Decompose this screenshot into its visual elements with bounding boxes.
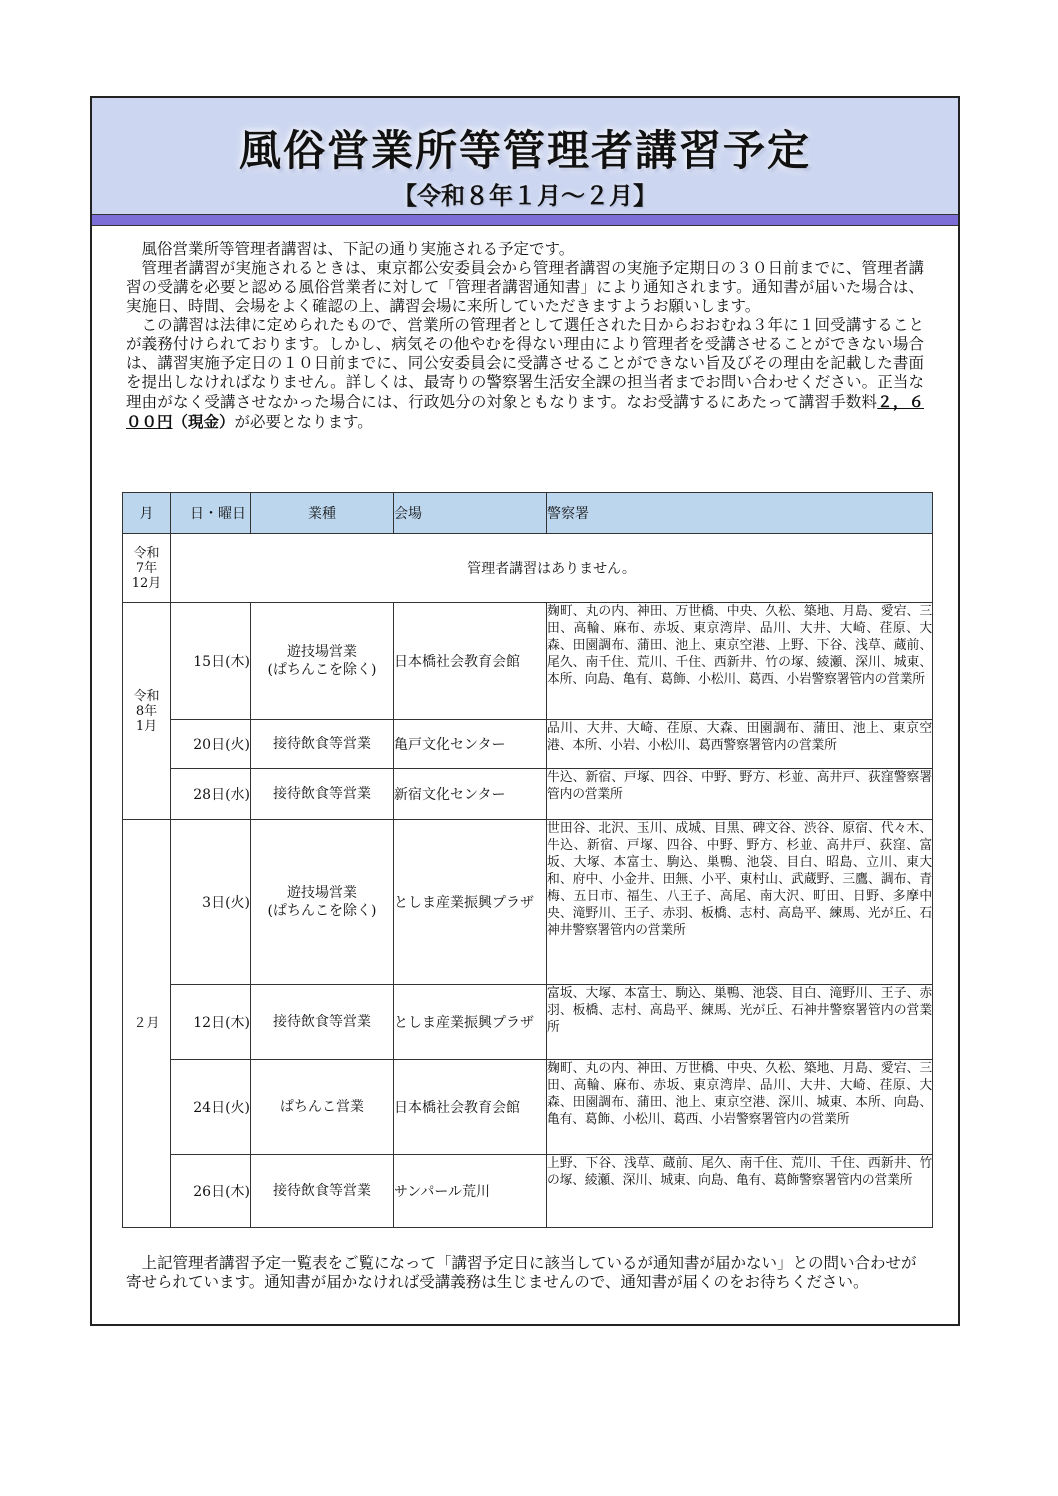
intro-paragraph-3-end: が必要となります。 (234, 413, 373, 431)
police-cell: 上野、下谷、浅草、蔵前、尾久、南千住、荒川、千住、西新井、竹の塚、綾瀬、深川、城東、向島、亀有、葛飾警察署管内の営業所 (547, 1155, 933, 1228)
type-cell: 接待飲食等営業 (251, 985, 394, 1060)
venue-cell: 亀戸文化センター (394, 720, 547, 769)
day-cell: 15日(木) (171, 603, 251, 720)
month-cell-december: 令和 7年 12月 (123, 534, 171, 603)
table-row (123, 769, 933, 820)
table-row (123, 820, 933, 985)
document-frame (90, 96, 960, 1326)
intro-paragraph-3-body: この講習は法律に定められたもので、営業所の管理者として選任された日からおおむね３年に１回受講することが義務付けられております。しかし、病気その他やむを得ない理由により管理者を受講させることができない場合は、講習実施予定日の１０日前までに、同公安委員会に受講させることができない旨及びその理由を記載した書面を提出しなければなりません。詳しくは、最寄りの警察署生活安全課の担当者までお問い合わせください。正当な理由がなく受講させなかった場合には、行政処分の対象ともなります。なお受講するにあたって講習手数料 (126, 316, 924, 411)
footer-paragraph: 上記管理者講習予定一覧表をご覧になって「講習予定日に該当しているが通知書が届かない」との問い合わせが寄せられています。通知書が届かなければ受講義務は生じませんので、通知書が届くのをお待ちください。 (126, 1254, 917, 1291)
police-cell: 牛込、新宿、戸塚、四谷、中野、野方、杉並、高井戸、荻窪警察署管内の営業所 (547, 769, 933, 820)
venue-cell: としま産業振興プラザ (394, 820, 547, 985)
police-cell: 富坂、大塚、本富士、駒込、巣鴨、池袋、目白、滝野川、王子、赤羽、板橋、志村、高島平、練馬、光が丘、石神井警察署管内の営業所 (547, 985, 933, 1060)
month-cell-february: ２月 (123, 820, 171, 1228)
police-cell: 麹町、丸の内、神田、万世橋、中央、久松、築地、月島、愛宕、三田、高輪、麻布、赤坂、東京湾岸、品川、大井、大崎、荏原、大森、田園調布、蒲田、池上、東京空港、深川、城東、本所、向島、亀有、葛飾、小松川、葛西、小岩警察署管内の営業所 (547, 1060, 933, 1155)
fee-amount: ２，６００円 (126, 392, 924, 431)
footer-note (126, 1254, 924, 1292)
venue-cell: 新宿文化センター (394, 769, 547, 820)
day-cell: 24日(火) (171, 1060, 251, 1155)
title-banner (92, 98, 958, 214)
venue-cell: サンパール荒川 (394, 1155, 547, 1228)
day-cell: 3日(火) (171, 820, 251, 985)
table-row (123, 1155, 933, 1228)
type-cell: 接待飲食等営業 (251, 720, 394, 769)
day-cell: 28日(水) (171, 769, 251, 820)
type-cell: 接待飲食等営業 (251, 1155, 394, 1228)
intro-paragraph-2: 管理者講習が実施されるときは、東京都公安委員会から管理者講習の実施予定期日の３０日前までに、管理者講習の受講を必要と認める風俗営業者に対して「管理者講習通知書」により通知されます。通知書が届いた場合は、実施日、時間、会場をよく確認の上、講習会場に来所していただきますようお願いします。 (126, 259, 924, 315)
title-divider-band (92, 214, 958, 226)
header-month: 月 (123, 493, 171, 534)
schedule-table (122, 492, 933, 1228)
table-row (123, 985, 933, 1060)
type-cell: 遊技場営業 (ぱちんこを除く) (251, 603, 394, 720)
header-police: 警察署 (547, 493, 933, 534)
header-day: 日・曜日 (171, 493, 251, 534)
month-cell-january: 令和 8年 1月 (123, 603, 171, 820)
venue-cell: としま産業振興プラザ (394, 985, 547, 1060)
header-venue: 会場 (394, 493, 547, 534)
table-row (123, 720, 933, 769)
venue-cell: 日本橋社会教育会館 (394, 1060, 547, 1155)
intro-paragraph-1: 風俗営業所等管理者講習は、下記の通り実施される予定です。 (141, 240, 575, 258)
page-subtitle: 【令和８年１月～２月】 (393, 182, 657, 210)
day-cell: 26日(木) (171, 1155, 251, 1228)
police-cell: 世田谷、北沢、玉川、成城、目黒、碑文谷、渋谷、原宿、代々木、牛込、新宿、戸塚、四谷、中野、野方、杉並、高井戸、荻窪、富坂、大塚、本富士、駒込、巣鴨、池袋、目白、昭島、立川、東大和、府中、小金井、田無、小平、東村山、武蔵野、三鷹、調布、青梅、五日市、福生、八王子、高尾、南大沢、町田、日野、多摩中央、滝野川、王子、赤羽、板橋、志村、高島平、練馬、光が丘、石神井警察署管内の営業所 (547, 820, 933, 985)
table-row (123, 534, 933, 603)
table-row (123, 603, 933, 720)
page-title: 風俗営業所等管理者講習予定 (238, 126, 811, 175)
police-cell: 麹町、丸の内、神田、万世橋、中央、久松、築地、月島、愛宕、三田、高輪、麻布、赤坂、東京湾岸、品川、大井、大崎、荏原、大森、田園調布、蒲田、池上、東京空港、上野、下谷、浅草、蔵前、尾久、南千住、荒川、千住、西新井、竹の塚、綾瀬、深川、城東、本所、向島、亀有、葛飾、小松川、葛西、小岩警察署管内の営業所 (547, 603, 933, 720)
type-cell: ぱちんこ営業 (251, 1060, 394, 1155)
no-session-note: 管理者講習はありません。 (171, 534, 933, 603)
type-cell: 遊技場営業 (ぱちんこを除く) (251, 820, 394, 985)
table-row (123, 1060, 933, 1155)
type-cell: 接待飲食等営業 (251, 769, 394, 820)
intro-text (126, 240, 924, 432)
police-cell: 品川、大井、大崎、荏原、大森、田園調布、蒲田、池上、東京空港、本所、小岩、小松川、葛西警察署管内の営業所 (547, 720, 933, 769)
fee-note: （現金） (172, 412, 235, 431)
intro-paragraph-3 (126, 316, 924, 432)
venue-cell: 日本橋社会教育会館 (394, 603, 547, 720)
header-type: 業種 (251, 493, 394, 534)
table-header-row (123, 493, 933, 534)
day-cell: 12日(木) (171, 985, 251, 1060)
day-cell: 20日(火) (171, 720, 251, 769)
